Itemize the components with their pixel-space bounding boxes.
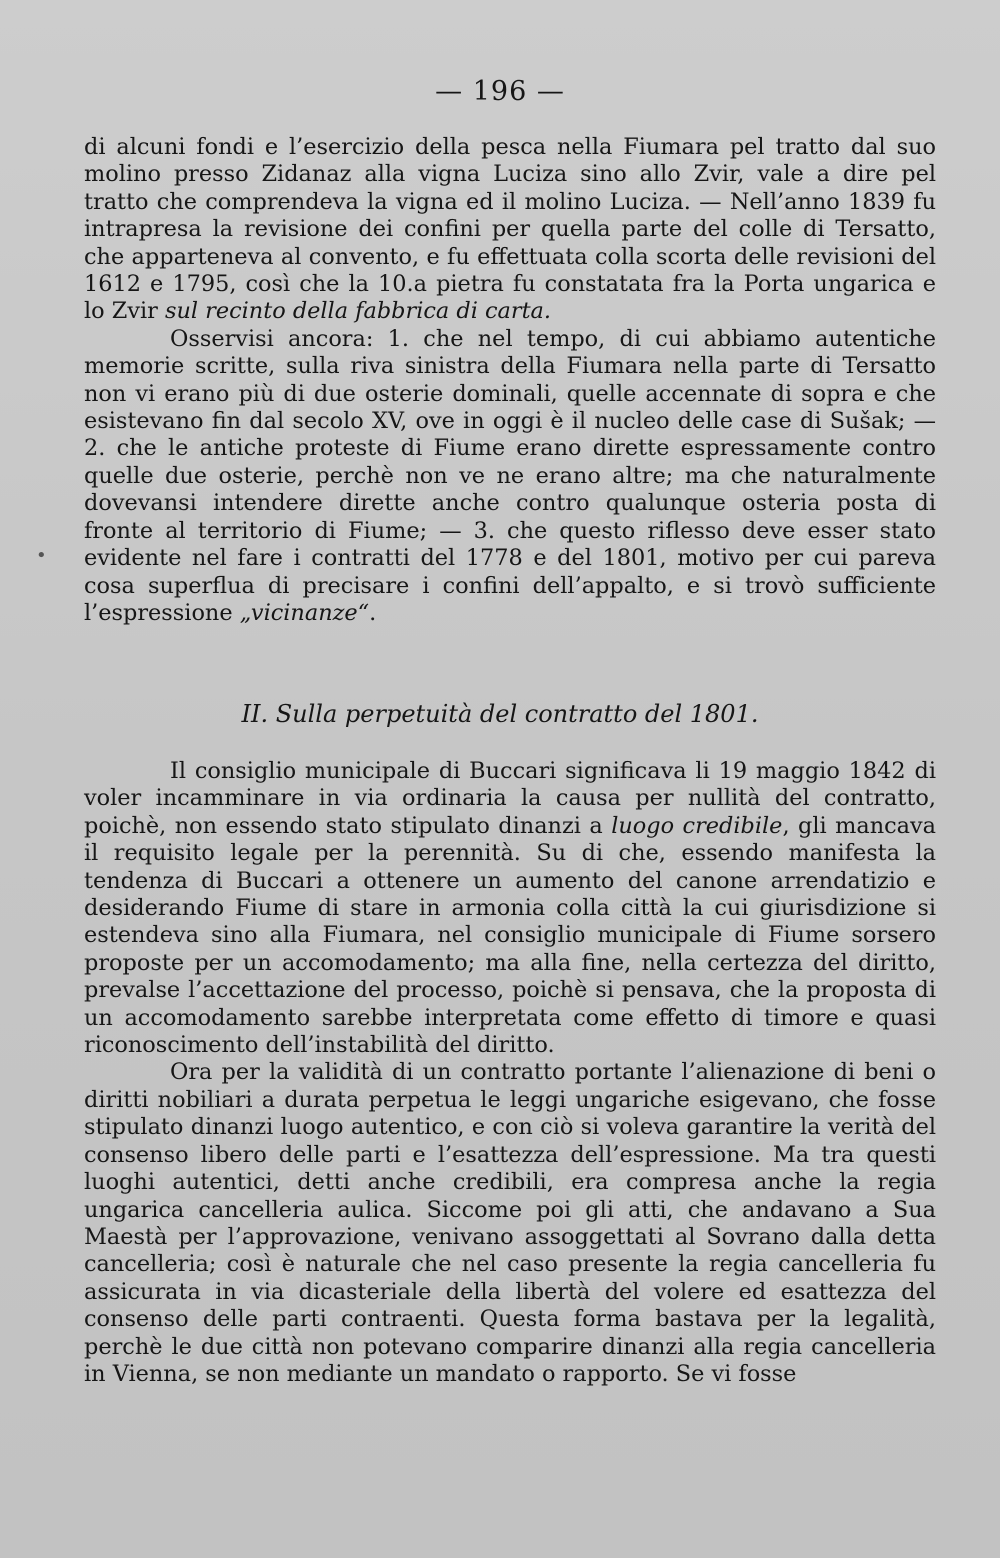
paragraph-1: [84, 134, 936, 326]
section-2-text: [84, 758, 936, 1388]
paragraph-2-italic: „vicinanze“: [239, 599, 370, 626]
paragraph-2: [84, 326, 936, 627]
page-number: — 196 —: [435, 76, 565, 107]
paragraph-2-text: Osservisi ancora: 1. che nel tempo, di cui abbiamo autentiche memorie scritte, sulla riva sinistra della Fiumara nella parte di Tersatto non vi erano più di due osterie dominali, quelle accennate di sopra e che esistevano fin dal secolo XV, ove in oggi è il nucleo delle case di Sušak; — 2. che le antiche proteste di Fiume erano dirette espressamente contro quelle due osterie, perchè non ve ne erano altre; ma che naturalmente dovevansi intendere dirette anche contro qualunque osteria posta di fronte al territorio di Fiume; — 3. che questo riflesso deve esser stato evidente nel fare i contratti del 1778 e del 1801, motivo per cui pareva cosa superflua di precisare i confini dell’appalto, e si trovò sufficiente l’espressione: [84, 325, 936, 626]
paragraph-3-text: Il consiglio municipale di Buccari significava li 19 maggio 1842 di voler incamminare in via ordinaria la causa per nullità del contratto, poichè, non essendo stato stipulato dinanzi a: [84, 758, 936, 839]
margin-mark: •: [36, 545, 47, 566]
paragraph-1-text: di alcuni fondi e l’esercizio della pesca nella Fiumara pel tratto dal suo molino presso Zidanaz alla vigna Luciza sino allo Zvir, vale a dire pel tratto che comprendeva la vigna ed il molino Luciza. — Nell’anno 1839 fu intrapresa la revisione dei confini per quella parte del colle di Tersatto, che apparteneva al convento, e fu effettuata colla scorta delle revisioni del 1612 e 1795, così che la 10.a pietra fu constatata fra la Porta ungarica e lo Zvir: [84, 134, 936, 325]
paragraph-3: [84, 758, 936, 1059]
paragraph-1-italic: sul recinto della fabbrica di carta.: [164, 298, 552, 325]
section-heading: II. Sulla perpetuità del contratto del 1801.: [241, 700, 759, 728]
paragraph-3-rest: , gli mancava il requisito legale per la perennità. Su di che, essendo manifesta la tendenza di Buccari a ottenere un aumento del canone arrendatizio e desiderando Fiume di stare in armonia colla città la cui giurisdizione si estendeva sino alla Fiumara, nel consiglio municipale di Fiume sorsero proposte per un accomodamento; ma alla fine, nella certezza del diritto, prevalse l’accettazione del processo, poichè si pensava, che la proposta di un accomodamento sarebbe interpretata come effetto di timore e quasi riconoscimento dell’instabilità del diritto.: [84, 812, 936, 1059]
paragraph-2-end: .: [369, 599, 377, 626]
section-1-text: [84, 134, 936, 627]
paragraph-3-italic: luogo credibile: [611, 812, 783, 839]
paragraph-4: Ora per la validità di un contratto portante l’alienazione di beni o diritti nobiliari a durata perpetua le leggi ungariche esigevano, che fosse stipulato dinanzi luogo autentico, e con ciò si voleva garantire la verità del consenso libero delle parti e l’esattezza dell’espressione. Ma tra questi luoghi autentici, detti anche credibili, era compresa anche la regia ungarica cancelleria aulica. Siccome poi gli atti, che andavano a Sua Maestà per l’approvazione, venivano assoggettati al Sovrano dalla detta cancelleria; così è naturale che nel caso presente la regia cancelleria fu assicurata in via dicasteriale della libertà del volere ed esattezza del consenso delle parti contraenti. Questa forma bastava per la legalità, perchè le due città non potevano comparire dinanzi alla regia cancelleria in Vienna, se non mediante un mandato o rapporto. Se vi fosse: [84, 1059, 936, 1387]
